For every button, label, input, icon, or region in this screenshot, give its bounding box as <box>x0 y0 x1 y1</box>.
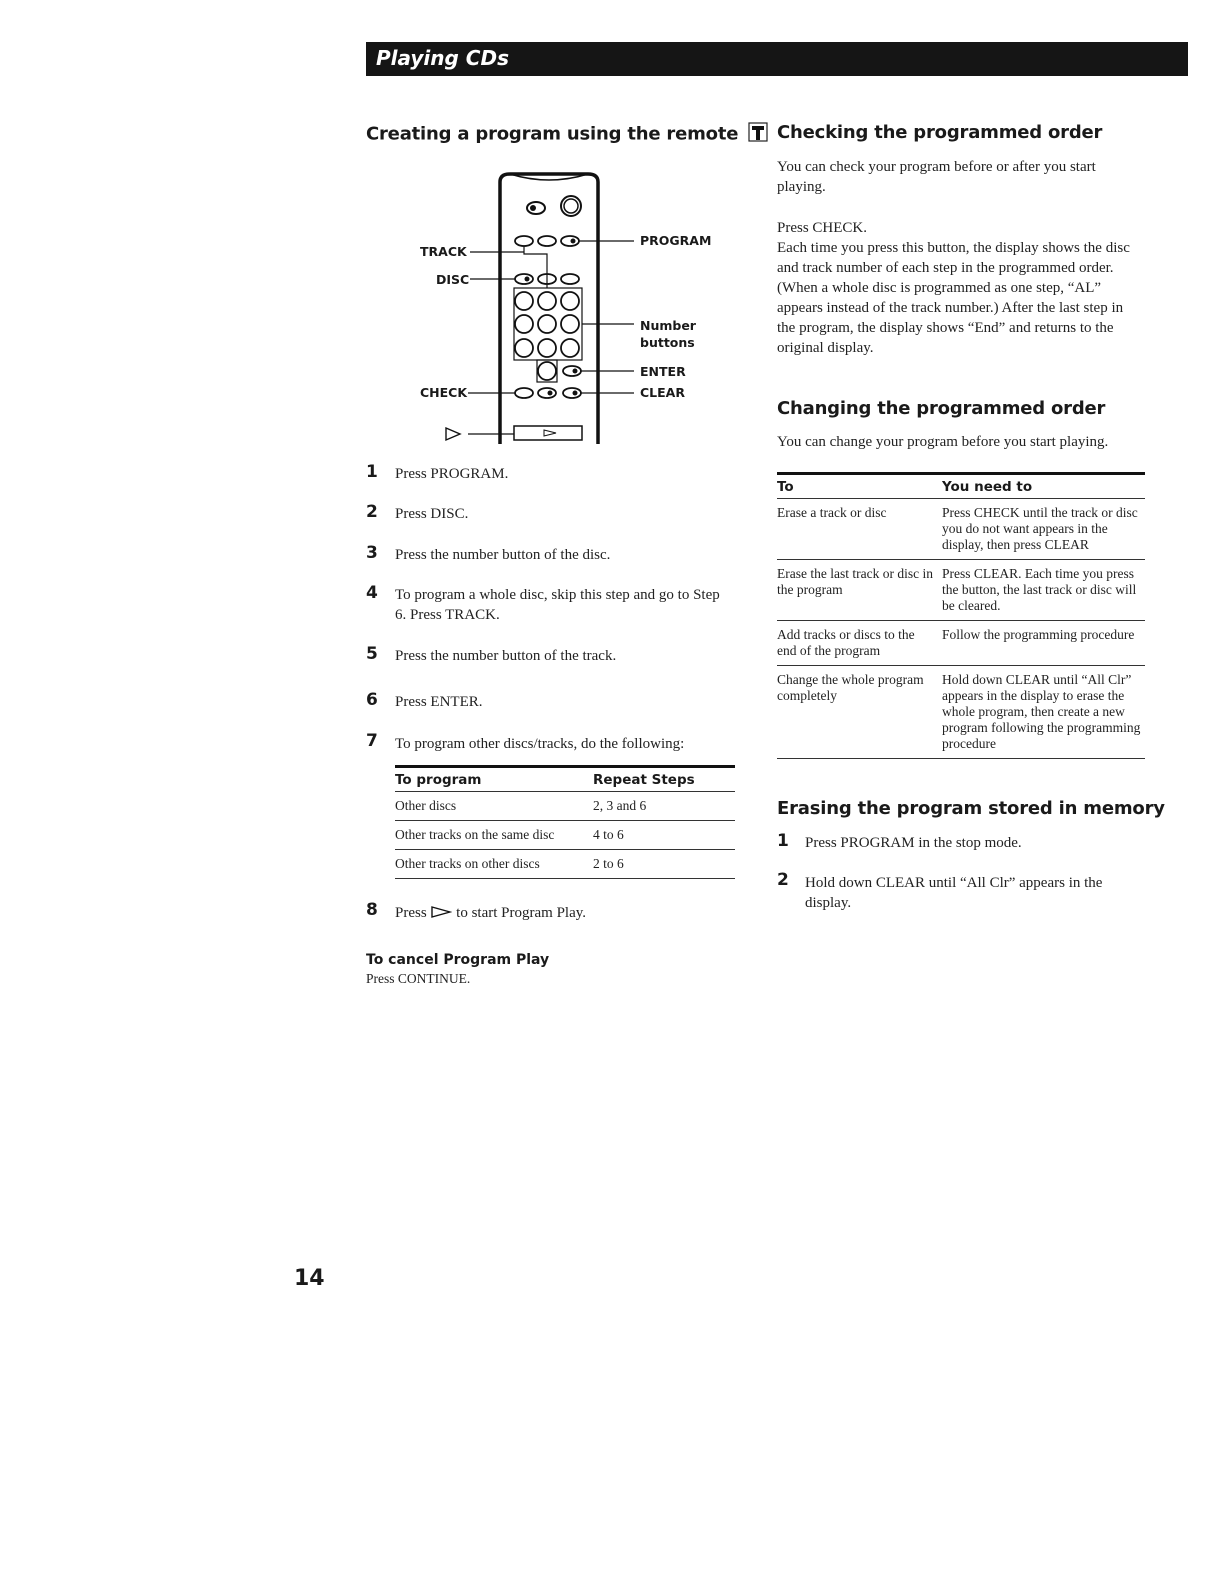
step-text: Press ENTER. <box>395 694 483 710</box>
table-cell: Hold down CLEAR until “All Clr” appears in the display to erase the whole program, then create a new program following the programming procedure <box>942 666 1145 759</box>
table-cell: Other tracks on other discs <box>395 850 593 879</box>
remote-icon <box>748 122 768 147</box>
play-icon <box>430 904 452 924</box>
step-number: 7 <box>366 731 378 751</box>
step-number: 8 <box>366 900 378 920</box>
page-number: 14 <box>294 1266 325 1291</box>
remote-illustration <box>410 168 730 448</box>
step-text: Press the number button of the track. <box>395 648 617 664</box>
table-header: You need to <box>942 474 1145 499</box>
step-text: Press to start Program Play. <box>395 903 730 924</box>
change-order-table <box>777 472 1145 759</box>
table-row <box>777 560 1145 621</box>
label-disc: DISC <box>436 272 470 287</box>
step-number: 4 <box>366 583 378 603</box>
label-buttons: buttons <box>640 335 695 350</box>
step-text: Press DISC. <box>395 506 469 522</box>
table-cell: Other discs <box>395 792 593 821</box>
table-cell: Follow the programming procedure <box>942 621 1145 666</box>
step-number: 2 <box>777 870 789 890</box>
section-title: Playing CDs <box>376 46 509 70</box>
table-cell: 4 to 6 <box>593 821 735 850</box>
checking-press: Press CHECK. <box>777 220 868 236</box>
step-number: 5 <box>366 644 378 664</box>
label-program: PROGRAM <box>640 233 712 248</box>
table-row <box>395 850 735 879</box>
heading-creating-program: Creating a program using the remote <box>366 122 768 147</box>
table-row <box>777 621 1145 666</box>
step-text: Press PROGRAM in the stop mode. <box>805 835 1022 851</box>
step-number: 1 <box>777 831 789 851</box>
table-header: Repeat Steps <box>593 767 735 792</box>
label-track: TRACK <box>420 244 467 259</box>
table-row <box>777 499 1145 560</box>
checking-intro: You can check your program before or after you start playing. <box>777 159 1096 195</box>
step-text: To program other discs/tracks, do the following: <box>395 736 685 752</box>
step-number: 1 <box>366 462 378 482</box>
remote-diagram <box>410 168 730 448</box>
changing-intro: You can change your program before you start playing. <box>777 434 1109 450</box>
heading-erasing: Erasing the program stored in memory <box>777 798 1165 819</box>
table-cell: 2 to 6 <box>593 850 735 879</box>
program-repeat-table <box>395 765 735 879</box>
table-cell: 2, 3 and 6 <box>593 792 735 821</box>
cancel-text: Press CONTINUE. <box>366 971 471 986</box>
heading-changing: Changing the programmed order <box>777 398 1106 419</box>
step-text: Press PROGRAM. <box>395 466 509 482</box>
table-row <box>395 792 735 821</box>
table-header: To <box>777 474 942 499</box>
label-clear: CLEAR <box>640 385 685 400</box>
step-number: 6 <box>366 690 378 710</box>
label-enter: ENTER <box>640 364 686 379</box>
heading-checking: Checking the programmed order <box>777 122 1103 143</box>
table-cell: Press CLEAR. Each time you press the button, the last track or disc will be cleared. <box>942 560 1145 621</box>
table-row <box>777 666 1145 759</box>
table-row <box>395 821 735 850</box>
step-text: Hold down CLEAR until “All Clr” appears in the display. <box>805 875 1103 911</box>
step-text: To program a whole disc, skip this step and go to Step 6. Press TRACK. <box>395 587 720 623</box>
table-cell: Add tracks or discs to the end of the program <box>777 621 942 666</box>
label-number: Number <box>640 318 696 333</box>
table-cell: Other tracks on the same disc <box>395 821 593 850</box>
table-cell: Erase the last track or disc in the program <box>777 560 942 621</box>
step-number: 2 <box>366 502 378 522</box>
checking-body: Each time you press this button, the display shows the disc and track number of each step in the programmed order. (When a whole disc is programmed as one step, “AL” appears instead of the track number.) After the last step in the program, the display shows “End” and returns to the original display. <box>777 240 1130 356</box>
table-header: To program <box>395 767 593 792</box>
table-cell: Erase a track or disc <box>777 499 942 560</box>
step-text: Press the number button of the disc. <box>395 547 611 563</box>
table-cell: Change the whole program completely <box>777 666 942 759</box>
table-cell: Press CHECK until the track or disc you do not want appears in the display, then press CLEAR <box>942 499 1145 560</box>
cancel-heading: To cancel Program Play <box>366 952 550 968</box>
step-number: 3 <box>366 543 378 563</box>
label-check: CHECK <box>420 385 468 400</box>
